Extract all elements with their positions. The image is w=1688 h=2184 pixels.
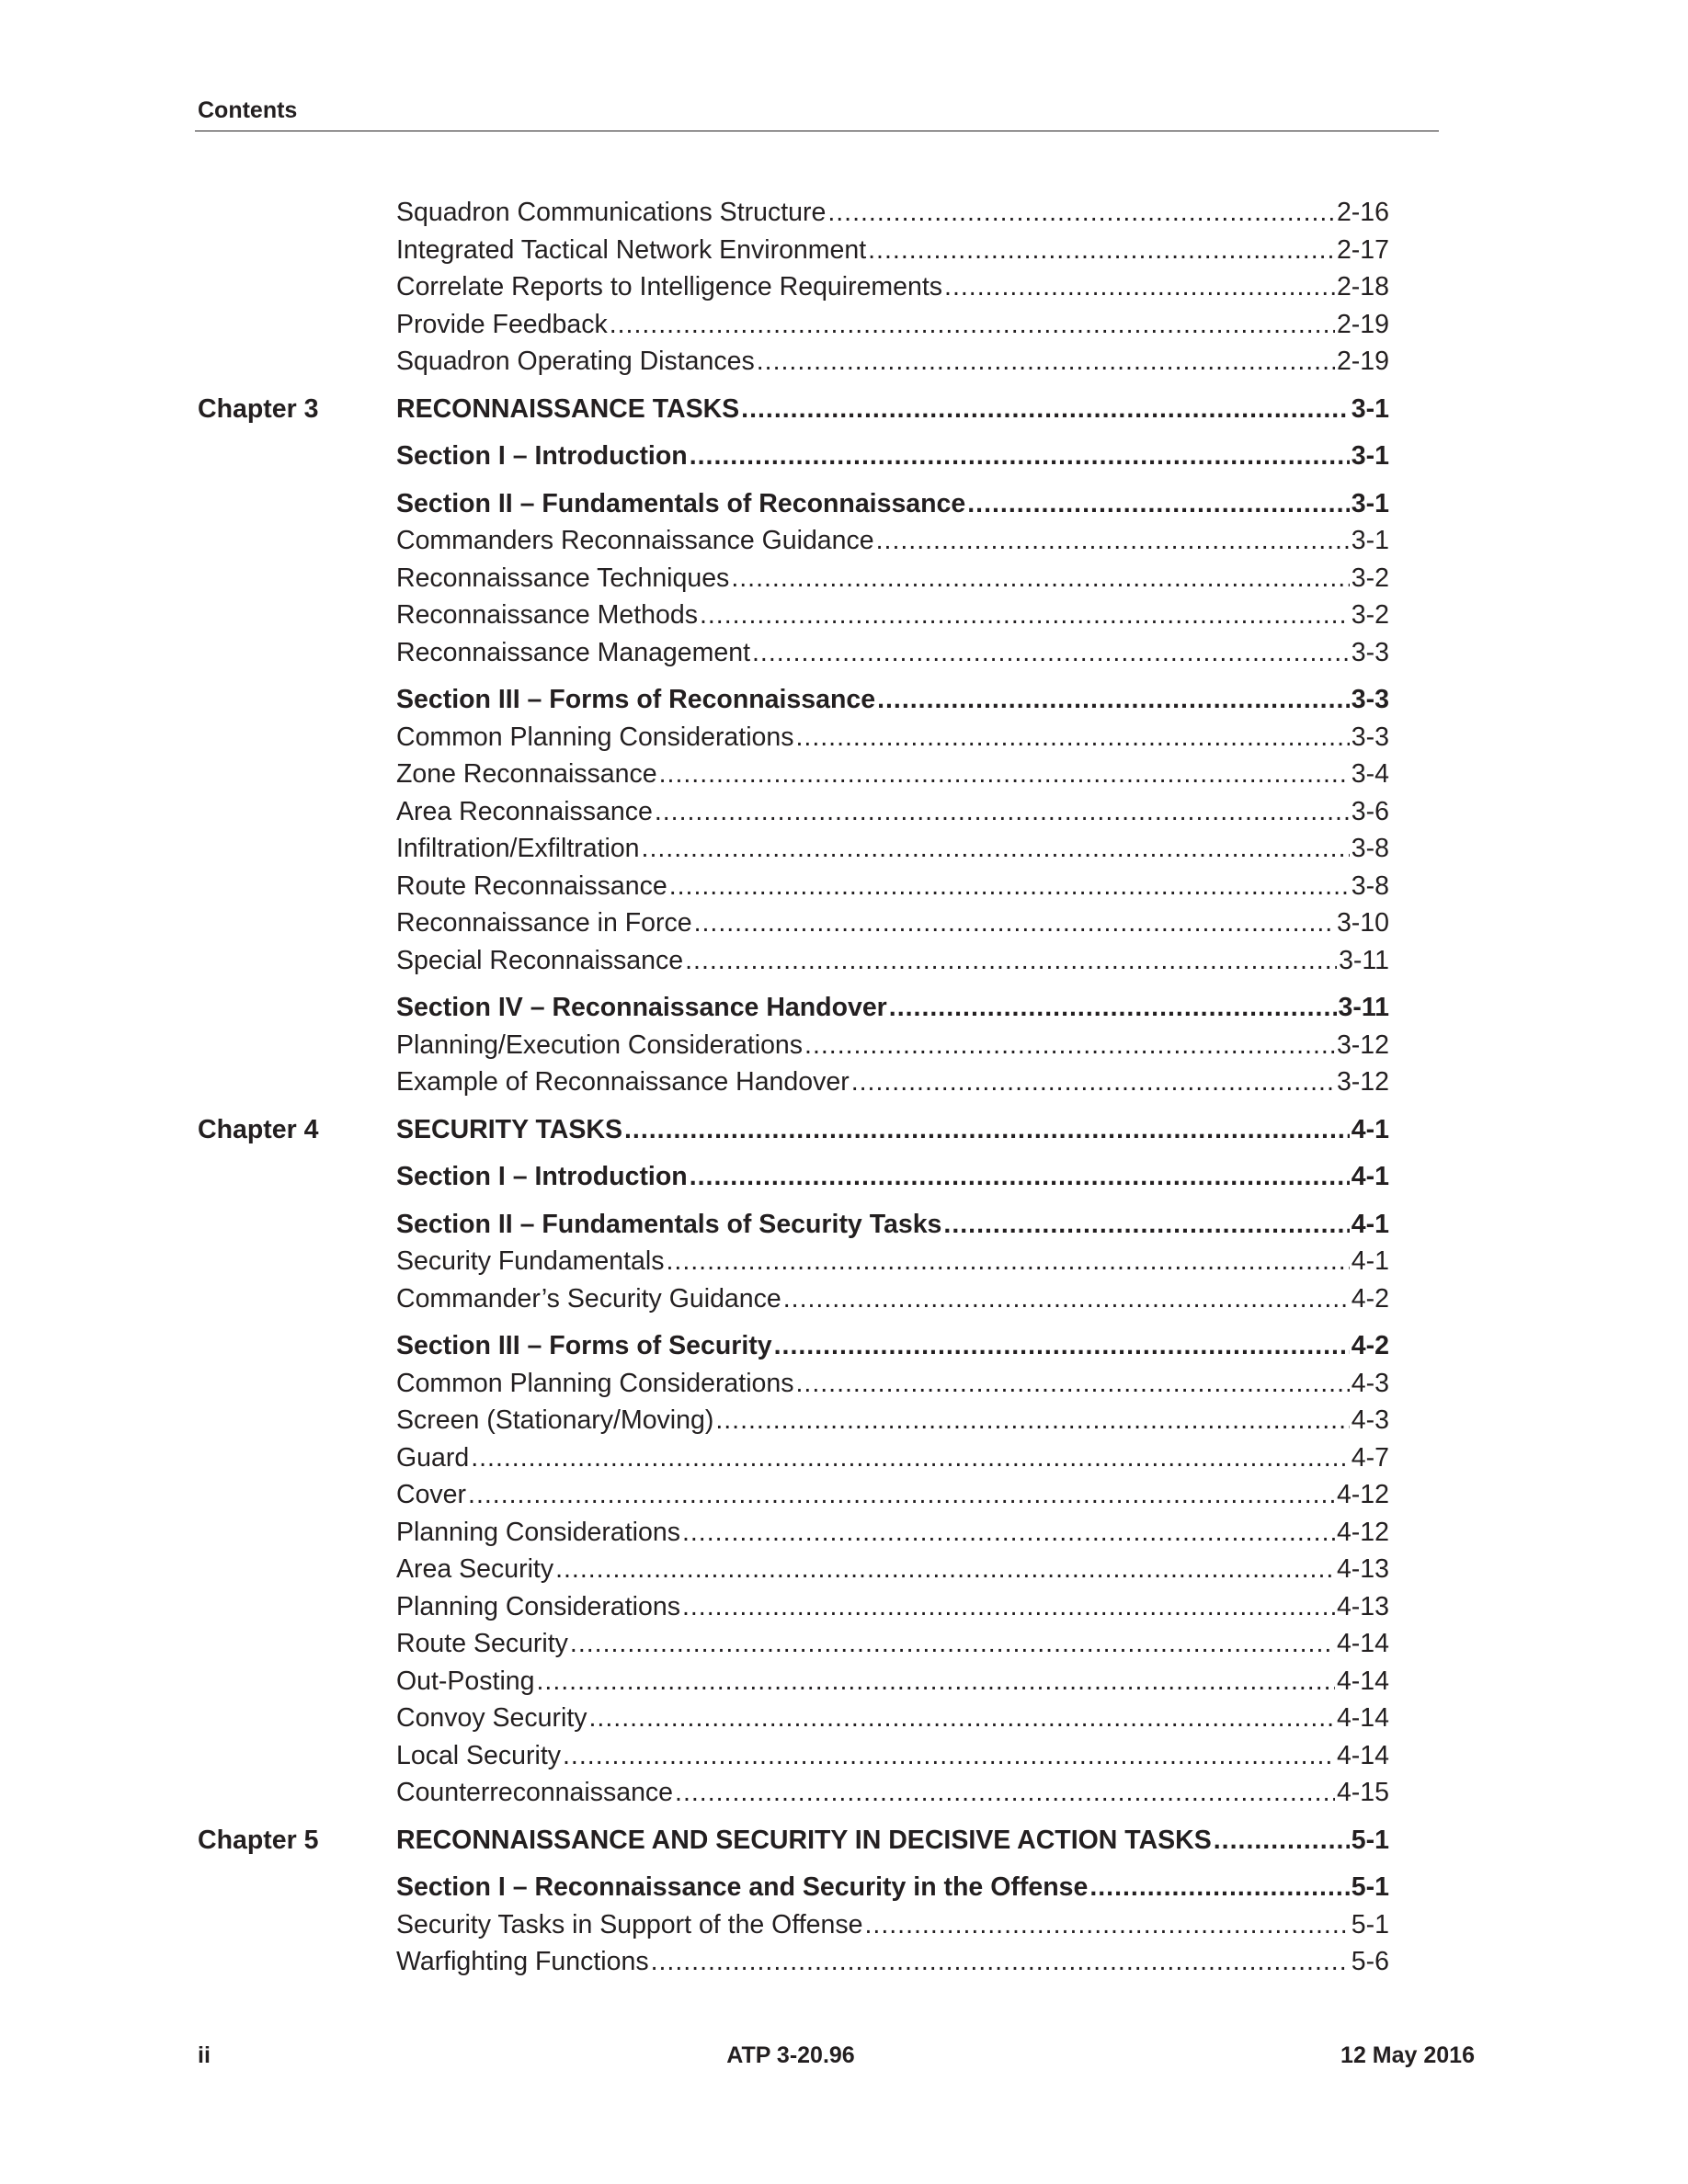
toc-page-number: 2-17 — [1336, 234, 1389, 265]
toc-page-number: 4-2 — [1351, 1283, 1389, 1314]
toc-entry-title: Route Reconnaissance — [396, 870, 667, 901]
toc-entry[interactable] — [396, 1111, 1389, 1149]
toc-dot-leader — [967, 485, 1350, 523]
toc-row — [0, 830, 1688, 868]
toc-page-number: 4-3 — [1351, 1405, 1389, 1435]
toc-entry[interactable] — [396, 1439, 1389, 1477]
toc-row — [0, 1551, 1688, 1588]
toc-entry[interactable] — [396, 989, 1389, 1027]
toc-page-number: 3-8 — [1351, 834, 1389, 863]
toc-dot-leader — [675, 1774, 1335, 1812]
toc-entry-title: Section III – Forms of Reconnaissance — [396, 685, 876, 714]
toc-entry-title: Zone Reconnaissance — [396, 759, 657, 789]
toc-dot-leader — [868, 232, 1335, 269]
toc-entry[interactable] — [396, 1906, 1389, 1944]
toc-entry[interactable] — [396, 1737, 1389, 1775]
toc-dot-leader — [774, 1327, 1350, 1365]
toc-dot-leader — [570, 1625, 1335, 1663]
toc-page-number: 3-1 — [1351, 526, 1389, 555]
toc-page-number: 4-14 — [1336, 1703, 1389, 1733]
toc-row — [0, 1943, 1688, 1981]
toc-entry[interactable] — [396, 1402, 1389, 1439]
toc-entry-title: Section I – Reconnaissance and Security in the Offense — [396, 1872, 1089, 1902]
toc-entry[interactable] — [396, 1327, 1389, 1365]
toc-dot-leader — [690, 1158, 1350, 1196]
toc-row — [0, 756, 1688, 793]
toc-page-number: 4-1 — [1351, 1162, 1389, 1191]
toc-entry[interactable] — [396, 793, 1389, 831]
toc-dot-leader — [1089, 1869, 1349, 1906]
toc-chapter-label: Chapter 5 — [198, 1825, 319, 1855]
toc-row — [0, 989, 1688, 1027]
toc-entry[interactable] — [396, 343, 1389, 381]
toc-dot-leader — [471, 1439, 1350, 1477]
toc-dot-leader — [876, 522, 1350, 560]
footer-date: 12 May 2016 — [1340, 2042, 1475, 2068]
toc-page-number: 4-12 — [1336, 1517, 1389, 1547]
toc-row — [0, 306, 1688, 344]
toc-entry-title: Reconnaissance Techniques — [396, 563, 730, 593]
toc-dot-leader — [682, 1514, 1335, 1552]
toc-page-number: 3-12 — [1336, 1029, 1389, 1060]
toc-row — [0, 1700, 1688, 1737]
toc-row — [0, 1365, 1688, 1403]
toc-page-number: 3-3 — [1351, 685, 1389, 714]
toc-page-number: 4-14 — [1336, 1629, 1389, 1658]
toc-row — [0, 1439, 1688, 1477]
toc-entry-title: Example of Reconnaissance Handover — [396, 1067, 850, 1097]
toc-page-number: 3-1 — [1351, 488, 1389, 518]
toc-entry-title: Integrated Tactical Network Environment — [396, 234, 867, 265]
toc-entry-title: Local Security — [396, 1740, 562, 1770]
toc-dot-leader — [715, 1402, 1349, 1439]
toc-row — [0, 681, 1688, 719]
toc-dot-leader — [757, 343, 1335, 381]
toc-entry[interactable] — [396, 1943, 1389, 1981]
toc-entry-title: Section IV – Reconnaissance Handover — [396, 993, 887, 1022]
toc-entry[interactable] — [396, 560, 1389, 597]
toc-row — [0, 1064, 1688, 1101]
toc-dot-leader — [685, 942, 1337, 980]
toc-dot-leader — [624, 1111, 1350, 1149]
toc-row — [0, 1476, 1688, 1514]
toc-entry-title: Squadron Operating Distances — [396, 347, 755, 376]
toc-entry-title: Common Planning Considerations — [396, 722, 794, 752]
toc-row — [0, 1822, 1688, 1860]
toc-dot-leader — [682, 1588, 1335, 1626]
toc-dot-leader — [651, 1943, 1350, 1981]
toc-entry[interactable] — [396, 438, 1389, 475]
toc-entry[interactable] — [396, 1774, 1389, 1812]
toc-row — [0, 1243, 1688, 1280]
toc-row — [0, 438, 1688, 475]
toc-row — [0, 1402, 1688, 1439]
toc-row — [0, 1625, 1688, 1663]
toc-entry[interactable] — [396, 904, 1389, 942]
footer-publication: ATP 3-20.96 — [726, 2042, 855, 2068]
toc-entry[interactable] — [396, 1027, 1389, 1064]
toc-entry-title: Reconnaissance in Force — [396, 908, 692, 938]
toc-entry[interactable] — [396, 1700, 1389, 1737]
toc-entry-title: Infiltration/Exfiltration — [396, 834, 640, 863]
toc-page-number: 4-14 — [1336, 1740, 1389, 1770]
toc-entry-title: RECONNAISSANCE TASKS — [396, 393, 740, 424]
toc-row — [0, 719, 1688, 756]
toc-row — [0, 1280, 1688, 1318]
toc-dot-leader — [642, 830, 1350, 868]
footer-page-number: ii — [198, 2042, 211, 2068]
toc-entry-title: Planning Considerations — [396, 1591, 680, 1621]
toc-dot-leader — [610, 306, 1335, 344]
toc-dot-leader — [690, 438, 1350, 475]
toc-entry[interactable] — [396, 681, 1389, 719]
toc-entry[interactable] — [396, 1514, 1389, 1552]
toc-entry-title: Correlate Reports to Intelligence Requirements — [396, 272, 943, 301]
toc-entry-title: RECONNAISSANCE AND SECURITY IN DECISIVE ACTION TASKS — [396, 1825, 1212, 1855]
toc-entry[interactable] — [396, 1365, 1389, 1403]
toc-entry-title: Common Planning Considerations — [396, 1368, 794, 1398]
toc-page-number: 3-12 — [1336, 1067, 1389, 1097]
toc-page-number: 3-11 — [1339, 945, 1389, 975]
toc-row — [0, 1111, 1688, 1149]
toc-row — [0, 391, 1688, 428]
toc-page-number: 4-3 — [1351, 1368, 1389, 1398]
toc-row — [0, 522, 1688, 560]
toc-entry[interactable] — [396, 268, 1389, 306]
toc-page-number: 3-2 — [1351, 563, 1389, 593]
toc-entry-title: Security Fundamentals — [396, 1246, 665, 1276]
toc-dot-leader — [795, 1365, 1349, 1403]
toc-entry[interactable] — [396, 1551, 1389, 1588]
toc-page-number: 5-1 — [1351, 1825, 1389, 1855]
toc-entry[interactable] — [396, 194, 1389, 232]
toc-row — [0, 904, 1688, 942]
toc-entry[interactable] — [396, 391, 1389, 428]
toc-row — [0, 268, 1688, 306]
toc-page-number: 4-1 — [1351, 1246, 1389, 1276]
toc-entry[interactable] — [396, 1206, 1389, 1244]
toc-page-number: 3-11 — [1338, 993, 1389, 1022]
toc-dot-leader — [655, 793, 1350, 831]
toc-dot-leader — [864, 1906, 1349, 1944]
toc-dot-leader — [752, 634, 1350, 672]
toc-entry[interactable] — [396, 1476, 1389, 1514]
toc-chapter-label: Chapter 3 — [198, 393, 319, 424]
toc-dot-leader — [851, 1064, 1335, 1101]
toc-entry-title: Commanders Reconnaissance Guidance — [396, 526, 874, 555]
toc-entry-title: Section II – Fundamentals of Security Tasks — [396, 1209, 942, 1239]
toc-entry-title: Provide Feedback — [396, 309, 608, 339]
toc-row — [0, 1158, 1688, 1196]
toc-entry[interactable] — [396, 1280, 1389, 1318]
toc-entry[interactable] — [396, 868, 1389, 905]
toc-entry-title: Section III – Forms of Security — [396, 1331, 772, 1360]
toc-row — [0, 597, 1688, 634]
toc-entry[interactable] — [396, 1158, 1389, 1196]
toc-entry-title: Planning/Execution Considerations — [396, 1029, 804, 1060]
toc-entry-title: Section I – Introduction — [396, 1162, 688, 1191]
toc-entry-title: SECURITY TASKS — [396, 1114, 622, 1144]
toc-page-number: 5-1 — [1351, 1872, 1389, 1902]
toc-entry[interactable] — [396, 1625, 1389, 1663]
toc-entry-title: Special Reconnaissance — [396, 945, 684, 975]
toc-entry-title: Screen (Stationary/Moving) — [396, 1405, 714, 1435]
toc-entry-title: Counterreconnaissance — [396, 1778, 674, 1807]
toc-entry[interactable] — [396, 522, 1389, 560]
toc-dot-leader — [944, 268, 1335, 306]
toc-dot-leader — [795, 719, 1349, 756]
toc-entry[interactable] — [396, 1588, 1389, 1626]
toc-entry[interactable] — [396, 1663, 1389, 1701]
toc-row — [0, 1774, 1688, 1812]
toc-row — [0, 1206, 1688, 1244]
toc-row — [0, 1327, 1688, 1365]
toc-page-number: 2-19 — [1336, 309, 1389, 339]
toc-dot-leader — [804, 1027, 1335, 1064]
toc-entry-title: Section I – Introduction — [396, 441, 688, 471]
toc-row — [0, 1906, 1688, 1944]
toc-page-number: 4-13 — [1336, 1591, 1389, 1621]
toc-row — [0, 1663, 1688, 1701]
toc-page-number: 3-8 — [1351, 870, 1389, 901]
toc-entry-title: Security Tasks in Support of the Offense — [396, 1909, 863, 1939]
toc-dot-leader — [700, 597, 1350, 634]
toc-entry[interactable] — [396, 485, 1389, 523]
toc-page-number: 4-15 — [1336, 1778, 1389, 1807]
toc-entry-title: Route Security — [396, 1629, 568, 1658]
toc-page-number: 5-1 — [1351, 1909, 1389, 1939]
toc-entry[interactable] — [396, 1869, 1389, 1906]
toc-dot-leader — [783, 1280, 1350, 1318]
toc-row — [0, 485, 1688, 523]
toc-page-number: 3-6 — [1351, 796, 1389, 826]
toc-entry-title: Commander’s Security Guidance — [396, 1283, 781, 1314]
toc-dot-leader — [659, 756, 1350, 793]
toc-row — [0, 343, 1688, 381]
toc-page-number: 4-14 — [1336, 1666, 1389, 1696]
toc-entry-title: Reconnaissance Management — [396, 637, 750, 667]
toc-entry-title: Out-Posting — [396, 1666, 535, 1696]
toc-entry-title: Squadron Communications Structure — [396, 198, 827, 227]
toc-row — [0, 634, 1688, 672]
toc-page-number: 3-3 — [1351, 722, 1389, 752]
toc-page-number: 5-6 — [1351, 1947, 1389, 1976]
toc-entry-title: Guard — [396, 1442, 470, 1473]
toc-row — [0, 1869, 1688, 1906]
toc-entry[interactable] — [396, 1243, 1389, 1280]
toc-dot-leader — [731, 560, 1349, 597]
toc-chapter-label: Chapter 4 — [198, 1114, 319, 1144]
toc-entry-title: Warfighting Functions — [396, 1947, 649, 1976]
toc-dot-leader — [889, 989, 1337, 1027]
toc-dot-leader — [468, 1476, 1335, 1514]
toc-page-number: 3-4 — [1351, 759, 1389, 789]
toc-dot-leader — [555, 1551, 1335, 1588]
toc-entry[interactable] — [396, 830, 1389, 868]
toc-row — [0, 1737, 1688, 1775]
toc-page-number: 4-7 — [1351, 1442, 1389, 1473]
table-of-contents — [0, 194, 1688, 1981]
toc-entry[interactable] — [396, 942, 1389, 980]
toc-entry-title: Planning Considerations — [396, 1517, 680, 1547]
toc-page-number: 3-2 — [1351, 600, 1389, 630]
toc-page-number: 2-19 — [1336, 347, 1389, 376]
toc-dot-leader — [741, 391, 1350, 428]
toc-row — [0, 1588, 1688, 1626]
toc-row — [0, 232, 1688, 269]
toc-dot-leader — [537, 1663, 1335, 1701]
toc-row — [0, 194, 1688, 232]
toc-page-number: 3-3 — [1351, 637, 1389, 667]
toc-entry[interactable] — [396, 1064, 1389, 1101]
toc-dot-leader — [666, 1243, 1349, 1280]
toc-dot-leader — [877, 681, 1350, 719]
toc-page-number: 4-2 — [1351, 1331, 1389, 1360]
toc-entry-title: Reconnaissance Methods — [396, 600, 698, 630]
toc-entry-title: Area Security — [396, 1554, 554, 1584]
toc-entry-title: Convoy Security — [396, 1703, 587, 1733]
toc-row — [0, 793, 1688, 831]
toc-page-number: 4-12 — [1336, 1480, 1389, 1509]
toc-dot-leader — [669, 868, 1350, 905]
toc-entry-title: Section II – Fundamentals of Reconnaissance — [396, 488, 966, 518]
toc-row — [0, 560, 1688, 597]
toc-page-number: 2-18 — [1336, 272, 1389, 301]
toc-page-number: 4-1 — [1351, 1114, 1389, 1144]
toc-page-number: 3-10 — [1336, 908, 1389, 938]
toc-page-number: 3-1 — [1351, 441, 1389, 471]
toc-row — [0, 1514, 1688, 1552]
toc-entry[interactable] — [396, 1822, 1389, 1860]
toc-dot-leader — [563, 1737, 1335, 1775]
toc-entry[interactable] — [396, 597, 1389, 634]
toc-page-number: 2-16 — [1336, 198, 1389, 227]
toc-entry[interactable] — [396, 634, 1389, 672]
toc-dot-leader — [943, 1206, 1349, 1244]
toc-entry[interactable] — [396, 306, 1389, 344]
toc-dot-leader — [694, 904, 1335, 942]
toc-entry[interactable] — [396, 719, 1389, 756]
toc-page-number: 4-13 — [1336, 1554, 1389, 1584]
toc-page-number: 3-1 — [1351, 393, 1389, 424]
toc-row — [0, 942, 1688, 980]
toc-dot-leader — [827, 194, 1335, 232]
toc-entry-title: Cover — [396, 1480, 467, 1509]
toc-entry[interactable] — [396, 232, 1389, 269]
toc-entry[interactable] — [396, 756, 1389, 793]
toc-dot-leader — [1214, 1822, 1350, 1860]
toc-row — [0, 868, 1688, 905]
running-header-title: Contents — [198, 97, 298, 123]
toc-entry-title: Area Reconnaissance — [396, 796, 653, 826]
toc-row — [0, 1027, 1688, 1064]
toc-page-number: 4-1 — [1351, 1209, 1389, 1239]
toc-dot-leader — [589, 1700, 1335, 1737]
